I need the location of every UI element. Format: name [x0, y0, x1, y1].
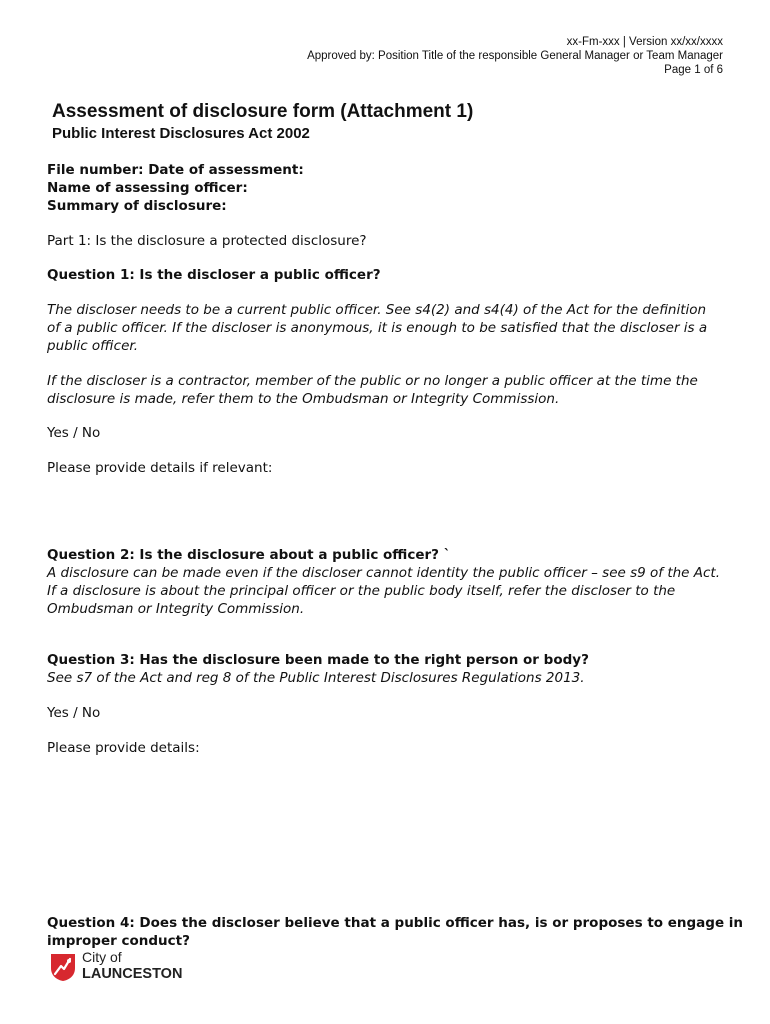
q1-note-line: public officer. [47, 338, 138, 354]
q1-note2-line: disclosure is made, refer them to the Ombudsman or Integrity Commission. [47, 391, 560, 407]
q4-heading-line: Question 4: Does the discloser believe that a public officer has, is or proposes to engage in [47, 915, 744, 931]
city-of-launceston-logo [49, 950, 199, 984]
assessing-officer-label: Name of assessing officer: [47, 180, 248, 196]
part1-heading: Part 1: Is the disclosure a protected disclosure? [47, 233, 367, 249]
approved-by: Approved by: Position Title of the responsible General Manager or Team Manager [307, 50, 723, 62]
q1-details-label: Please provide details if relevant: [47, 460, 273, 476]
document-title: Assessment of disclosure form (Attachment 1) [52, 101, 474, 122]
q1-yes-no: Yes / No [47, 425, 101, 441]
q2-heading: Question 2: Is the disclosure about a public officer? ` [47, 547, 451, 563]
document-subtitle: Public Interest Disclosures Act 2002 [52, 125, 310, 142]
city-crest-icon [49, 952, 77, 982]
q1-note-line: The discloser needs to be a current public officer. See s4(2) and s4(4) of the Act for the definition [47, 302, 707, 318]
q3-details-label: Please provide details: [47, 740, 200, 756]
document-code: xx-Fm-xxx | Version xx/xx/xxxx [566, 36, 723, 48]
q2-note-line: A disclosure can be made even if the discloser cannot identity the public officer – see s9 of the Act. [47, 565, 721, 581]
q4-heading-line: improper conduct? [47, 933, 190, 949]
q1-heading: Question 1: Is the discloser a public officer? [47, 267, 381, 283]
page-number: Page 1 of 6 [664, 64, 723, 76]
q3-note: See s7 of the Act and reg 8 of the Public Interest Disclosures Regulations 2013. [47, 670, 585, 686]
q2-note-line: If a disclosure is about the principal officer or the public body itself, refer the discloser to the [47, 583, 676, 599]
q1-note2-line: If the discloser is a contractor, member of the public or no longer a public officer at the time the [47, 373, 698, 389]
q2-note-line: Ombudsman or Integrity Commission. [47, 601, 305, 617]
logo-city-text: City of [82, 949, 122, 965]
logo-name-text: LAUNCESTON [82, 966, 183, 982]
q3-heading: Question 3: Has the disclosure been made to the right person or body? [47, 652, 589, 668]
q3-yes-no: Yes / No [47, 705, 101, 721]
summary-label: Summary of disclosure: [47, 198, 227, 214]
file-number-label: File number: Date of assessment: [47, 162, 304, 178]
q1-note-line: of a public officer. If the discloser is anonymous, it is enough to be satisfied that the discloser is a [47, 320, 708, 336]
